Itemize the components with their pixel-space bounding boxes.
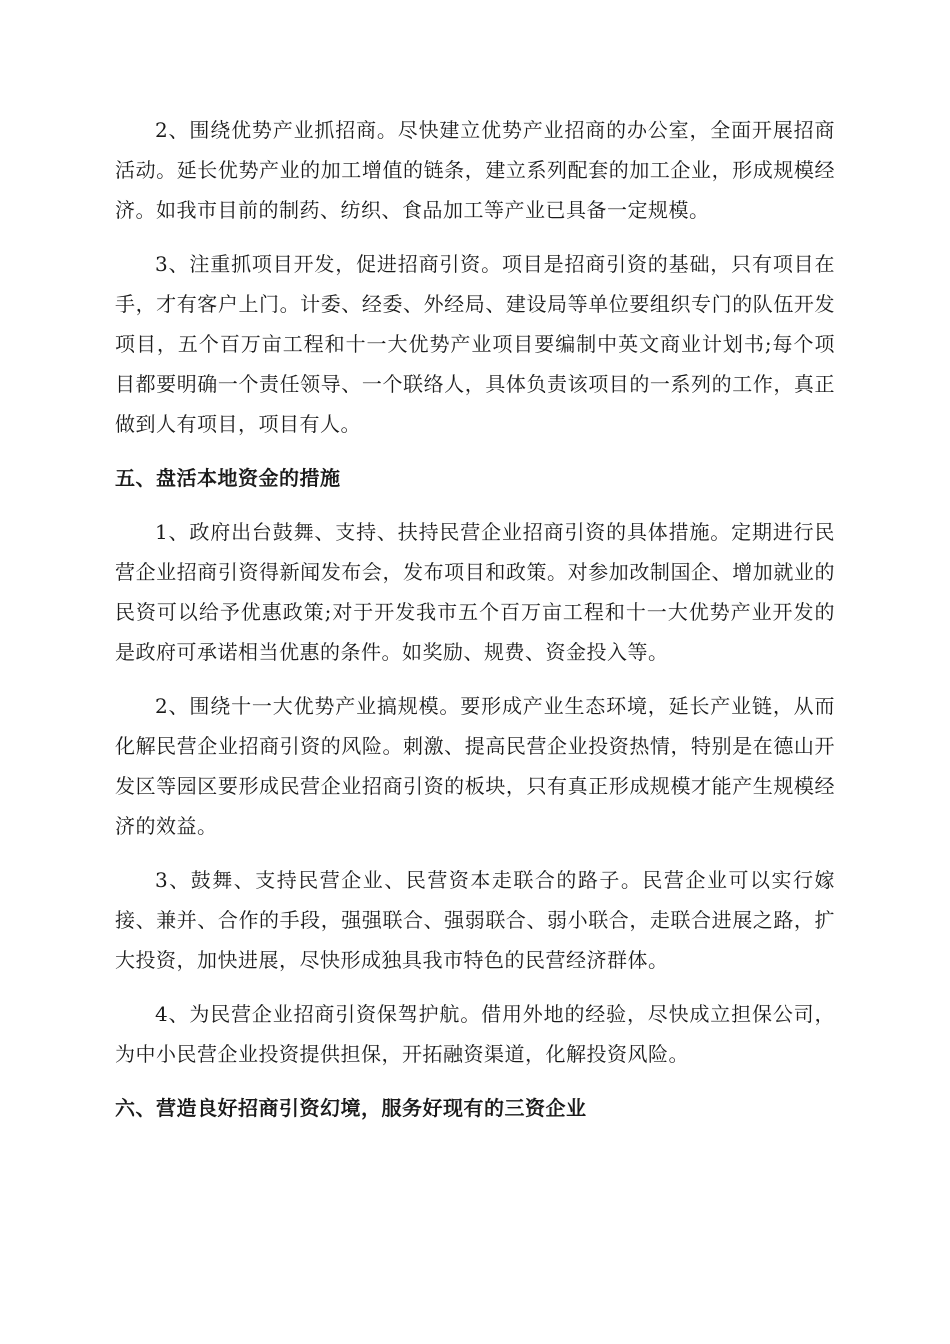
paragraph-project-development: 3、注重抓项目开发，促进招商引资。项目是招商引资的基础，只有项目在手，才有客户上门。计委、经委、外经局、建设局等单位要组织专门的队伍开发项目，五个百万亩工程和十一大优势产业项目要编制中英文商业计划书;每个项目都要明确一个责任领导、一个联络人，具体负责该项目的一系列的工作，真正做到人有项目，项目有人。: [115, 252, 835, 436]
paragraph-scale-industries: 2、围绕十一大优势产业搞规模。要形成产业生态环境，延长产业链，从而化解民营企业招商引资的风险。刺激、提高民营企业投资热情，特别是在德山开发区等园区要形成民营企业招商引资的板块，只有真正形成规模才能产生规模经济的效益。: [115, 694, 835, 838]
section-heading-investment-environment: 六、营造良好招商引资幻境，服务好现有的三资企业: [115, 1096, 587, 1120]
paragraph-guarantee-company: 4、为民营企业招商引资保驾护航。借用外地的经验，尽快成立担保公司，为中小民营企业投资提供担保，开拓融资渠道，化解投资风险。: [115, 1002, 835, 1066]
section-heading-local-funds: 五、盘活本地资金的措施: [115, 466, 341, 490]
paragraph-government-measures: 1、政府出台鼓舞、支持、扶持民营企业招商引资的具体措施。定期进行民营企业招商引资得新闻发布会，发布项目和政策。对参加改制国企、增加就业的民资可以给予优惠政策;对于开发我市五个百万亩工程和十一大优势产业开发的是政府可承诺相当优惠的条件。如奖励、规费、资金投入等。: [115, 520, 835, 664]
paragraph-private-alliance: 3、鼓舞、支持民营企业、民营资本走联合的路子。民营企业可以实行嫁接、兼并、合作的手段，强强联合、强弱联合、弱小联合，走联合进展之路，扩大投资，加快进展，尽快形成独具我市特色的民营经济群体。: [115, 868, 835, 972]
document-body: [115, 110, 835, 1142]
paragraph-industry-investment: 2、围绕优势产业抓招商。尽快建立优势产业招商的办公室，全面开展招商活动。延长优势产业的加工增值的链条，建立系列配套的加工企业，形成规模经济。如我市目前的制药、纺织、食品加工等产业已具备一定规模。: [115, 118, 835, 222]
